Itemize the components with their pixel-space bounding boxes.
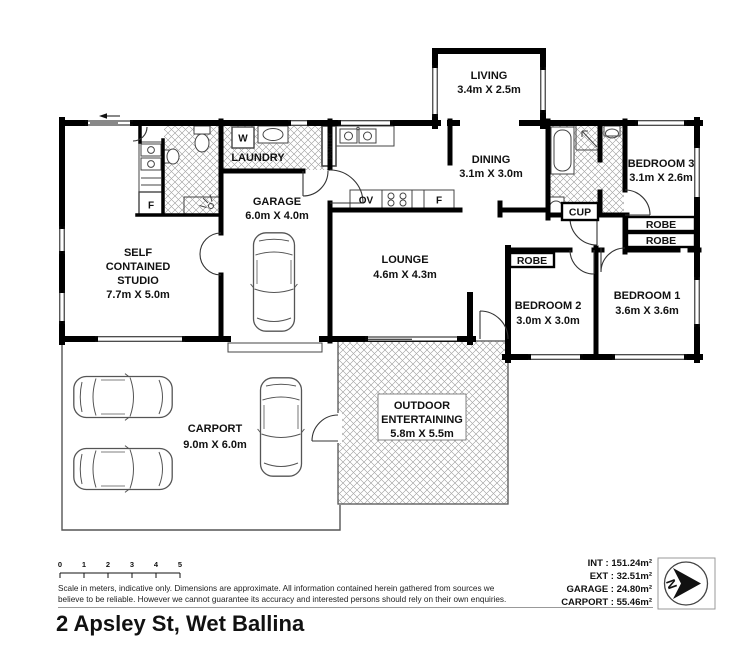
dining-label: DINING [471, 154, 511, 166]
bedroom2-dims: 3.0m X 3.0m [516, 315, 580, 327]
studio-label-2: CONTAINED [105, 261, 171, 273]
studio-fridge-label: F [147, 200, 155, 212]
garage-label: GARAGE [252, 196, 302, 208]
bedroom2-robe-label: ROBE [516, 255, 548, 267]
carport-label: CARPORT [187, 423, 243, 435]
scale-tick-2: 2 [105, 560, 111, 569]
cupboard-label: CUP [568, 206, 592, 219]
outdoor-label-box [378, 394, 466, 440]
bathroom-door[interactable] [570, 218, 597, 245]
scale-tick-3: 3 [129, 560, 135, 569]
bedroom3-label: BEDROOM 3 [627, 158, 695, 170]
kitchen-sink-bench [336, 126, 394, 146]
studio-label-3: STUDIO [117, 275, 159, 287]
outdoor-dims: 5.8m X 5.5m [390, 428, 454, 440]
dining-dims: 3.1m X 3.0m [459, 168, 523, 180]
studio-label-1: SELF [123, 247, 153, 259]
pantry-label: PANTRY [327, 132, 334, 160]
area-carport: CARPORT : 55.46m² [561, 597, 652, 608]
bedroom1-label: BEDROOM 1 [613, 290, 681, 302]
bedroom3-dims: 3.1m X 2.6m [629, 172, 693, 184]
carport-car-1 [74, 374, 172, 421]
outdoor-door-gap [333, 413, 342, 443]
area-garage: GARAGE : 24.80m² [566, 584, 652, 595]
scale-ruler [60, 573, 180, 578]
bedroom2-door[interactable] [570, 250, 594, 274]
outdoor-label-2: ENTERTAINING [381, 414, 463, 426]
property-address: 2 Apsley St, Wet Ballina [56, 611, 305, 636]
scale-bar [58, 560, 182, 578]
lounge-label: LOUNGE [381, 254, 429, 266]
carport-car-2 [74, 446, 172, 493]
garage-roller-door[interactable] [228, 343, 322, 352]
area-summary [561, 558, 652, 608]
bedroom2-label: BEDROOM 2 [514, 300, 582, 312]
carport-car-3 [258, 378, 305, 476]
disclaimer-line2: believe to be reliable. However we cannot guarantee its accuracy and interested persons should rely on their own enquiries. [58, 595, 507, 604]
living-dims: 3.4m X 2.5m [457, 84, 521, 96]
bedroom1-dims: 3.6m X 3.6m [615, 305, 679, 317]
area-ext: EXT : 32.51m² [589, 571, 652, 582]
garage-car [251, 233, 298, 331]
carport-dims: 9.0m X 6.0m [183, 439, 247, 451]
studio-dims: 7.7m X 5.0m [106, 289, 170, 301]
footer-text [56, 558, 653, 636]
scale-tick-4: 4 [153, 560, 159, 569]
living-label: LIVING [470, 70, 508, 82]
disclaimer-line1: Scale in meters, indicative only. Dimensions are approximate. All information contained herein gathered from sources we [58, 584, 495, 593]
area-int: INT : 151.24m² [587, 558, 652, 569]
north-indicator [658, 558, 715, 609]
bedroom1-door[interactable] [601, 248, 625, 272]
laundry-garage-door[interactable] [303, 171, 328, 196]
north-letter: N [662, 577, 681, 592]
scale-tick-5: 5 [177, 560, 183, 569]
kitchen-fridge-label: F [435, 195, 443, 207]
bedroom3-robe-label: ROBE [645, 219, 677, 231]
garage-dims: 6.0m X 4.0m [245, 210, 309, 222]
outdoor-label-1: OUTDOOR [393, 400, 451, 412]
bedroom3-door[interactable] [625, 190, 650, 215]
scale-tick-1: 1 [81, 560, 87, 569]
hall-outdoor-door[interactable] [480, 311, 508, 339]
oven-label: OV [358, 195, 374, 207]
lounge-dims: 4.6m X 4.3m [373, 269, 437, 281]
laundry-label: LAUNDRY [231, 152, 285, 164]
washer-label: W [238, 133, 248, 145]
bedroom1-robe-label: ROBE [645, 235, 677, 247]
scale-tick-0: 0 [57, 560, 63, 569]
studio-garage-double-door[interactable] [200, 233, 221, 275]
